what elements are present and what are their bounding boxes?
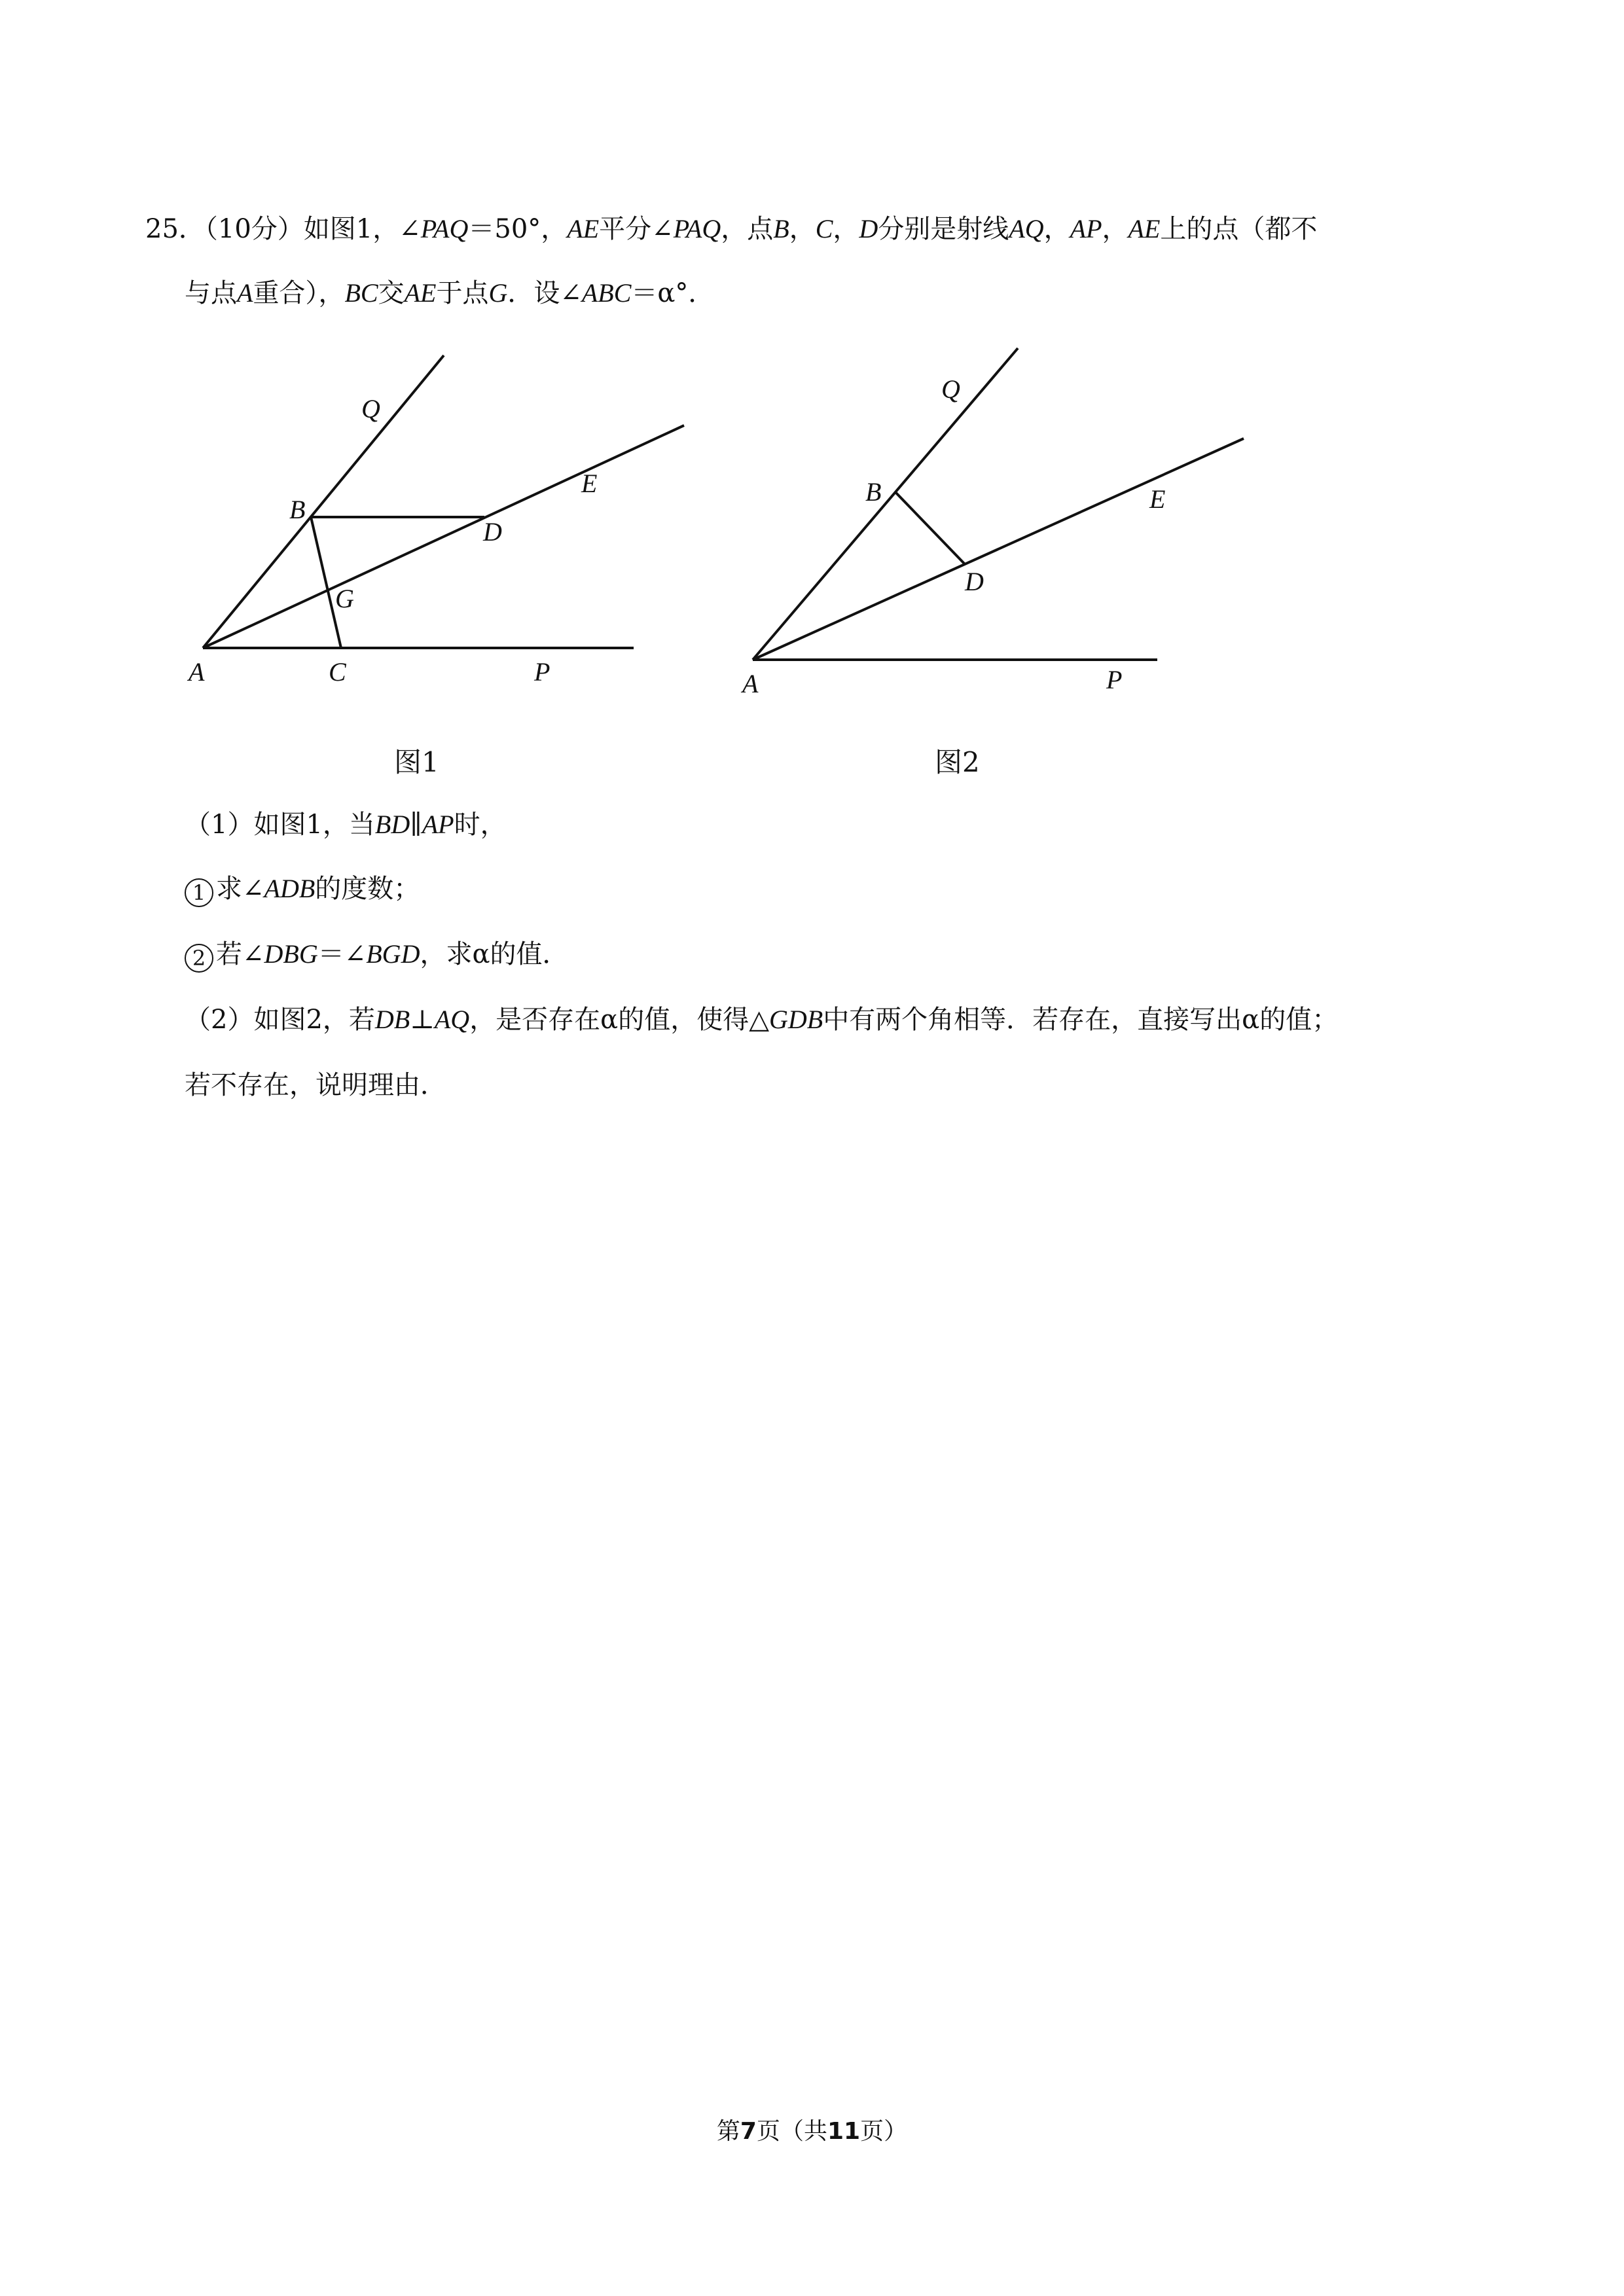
math-var: A (237, 278, 253, 308)
stem-text: 分别是射线 (878, 214, 1009, 244)
ray-AE (753, 439, 1244, 660)
footer-text: 页） (860, 2118, 908, 2145)
part-text: 求∠ (216, 874, 264, 904)
stem-text: 上的点（都不 (1160, 214, 1318, 244)
math-var: DB (374, 1005, 410, 1034)
label-Q: Q (361, 394, 380, 423)
footer-text: 页（共 (756, 2118, 827, 2145)
math-var: BC (344, 278, 378, 308)
stem-text: 平分∠ (599, 214, 674, 244)
stem-text: ，点 (721, 214, 774, 244)
math-var: C (815, 214, 833, 243)
stem-text: 重合）， (253, 278, 345, 308)
part-text: 时， (454, 810, 507, 840)
label-B: B (865, 477, 882, 507)
page-footer (0, 2113, 1624, 2146)
stem-text: ， (789, 214, 816, 244)
part-text: 若∠ (216, 939, 264, 969)
math-var: AE (1128, 214, 1161, 243)
stem-text: 与点 (185, 278, 237, 308)
part-2-line-2: 若不存在，说明理由． (185, 1070, 446, 1100)
math-var: GDB (768, 1005, 823, 1034)
label-A: A (742, 669, 759, 698)
page-number: 7 (740, 2118, 757, 2145)
part-text: 的度数； (315, 874, 420, 904)
stem-text: ＝50°， (468, 214, 568, 244)
part-text: 中有两个角相等．若存在，直接写出α的值； (823, 1005, 1339, 1035)
figure-2 (720, 0, 1440, 723)
circled-number-1: 1 (185, 878, 213, 907)
question-score: （10分） (204, 214, 304, 244)
stem-text: 交 (378, 278, 405, 308)
circled-number-2: 2 (185, 944, 213, 973)
label-A: A (189, 657, 205, 687)
label-E: E (1149, 484, 1166, 514)
math-var: AE (567, 214, 600, 243)
math-var: ABC (581, 278, 632, 308)
label-D: D (483, 517, 502, 547)
math-var: AQ (434, 1005, 470, 1034)
part-text: （2）如图2，若 (185, 1005, 375, 1035)
stem-text: ， (1043, 214, 1070, 244)
figure-1 (0, 0, 720, 723)
label-E: E (581, 469, 598, 498)
stem-text: 于点 (436, 278, 489, 308)
math-var: PAQ (420, 214, 469, 243)
math-var: BGD (366, 939, 420, 969)
part-text: ，求α的值． (420, 939, 569, 969)
part-text: （1）如图1，当 (185, 810, 375, 840)
total-pages: 11 (827, 2118, 861, 2145)
math-var: BD (374, 810, 410, 839)
stem-text: ， (1102, 214, 1128, 244)
parallel-symbol: ∥ (410, 810, 422, 840)
math-var: G (488, 278, 508, 308)
figure-2-diagram (720, 0, 1440, 720)
math-var: AE (404, 278, 437, 308)
label-P: P (1106, 665, 1123, 694)
label-D: D (965, 567, 984, 596)
label-G: G (335, 584, 354, 613)
ray-AE (203, 425, 684, 648)
ray-AQ (203, 355, 444, 648)
stem-text: ．设∠ (507, 278, 582, 308)
stem-text: ， (833, 214, 859, 244)
label-C: C (329, 657, 346, 687)
math-var: PAQ (673, 214, 721, 243)
math-var: AP (1070, 214, 1102, 243)
footer-text: 第 (716, 2118, 740, 2145)
math-var: ADB (264, 874, 316, 903)
perpendicular-symbol: ⊥ (410, 1005, 435, 1035)
segment-BC (311, 517, 341, 648)
math-var: DBG (264, 939, 318, 969)
label-B: B (289, 495, 306, 524)
part-text: ＝∠ (317, 939, 367, 969)
figure-1-caption: 图1 (394, 746, 439, 778)
question-number: 25． (145, 214, 205, 244)
part-1-sub-1 (185, 870, 420, 907)
stem-text: 如图1，∠ (303, 214, 421, 244)
part-1-sub-2 (185, 936, 568, 973)
label-P: P (534, 657, 550, 687)
ray-AQ (753, 348, 1018, 660)
math-var: AQ (1009, 214, 1044, 243)
math-var: AP (422, 810, 454, 839)
math-var: B (773, 214, 789, 243)
math-var: D (859, 214, 878, 243)
segment-BD (895, 492, 965, 564)
stem-text: ＝α°． (631, 278, 715, 308)
figure-1-diagram (0, 0, 720, 720)
part-text: ，是否存在α的值，使得△ (469, 1005, 769, 1035)
part-1-intro (185, 806, 507, 843)
part-2-line-1 (185, 1001, 1338, 1038)
figure-2-caption: 图2 (935, 746, 980, 778)
label-Q: Q (941, 374, 960, 404)
